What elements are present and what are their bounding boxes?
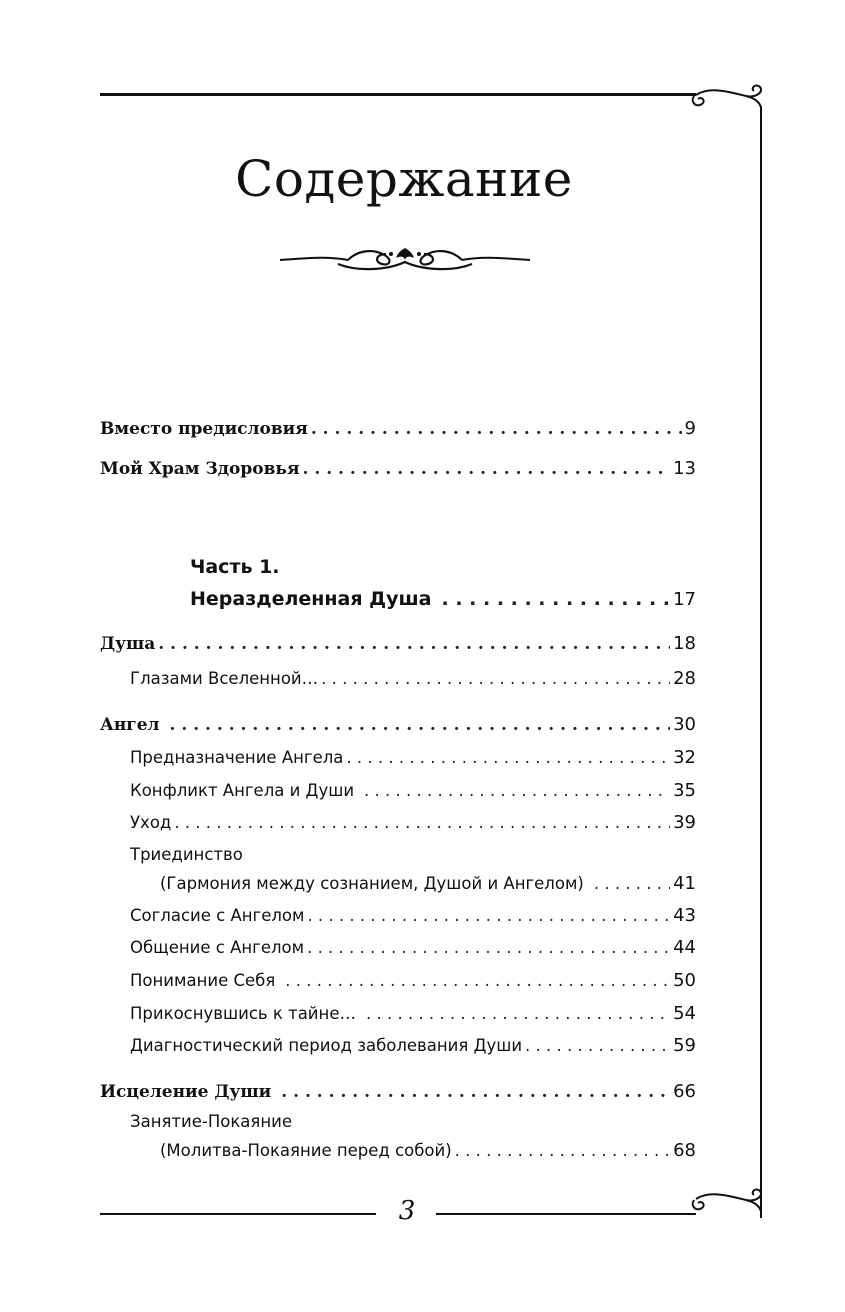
toc-leader-dots [594, 874, 670, 893]
toc-leader-dots [174, 813, 670, 832]
toc-entry-page: 44 [673, 937, 696, 958]
toc-entry-ponimanie[interactable] [130, 970, 696, 991]
toc-entry-prednaznachenie[interactable] [130, 747, 696, 768]
toc-entry-page: 54 [673, 1003, 696, 1024]
title-ornament-icon [278, 242, 532, 276]
toc-entry-soglasie[interactable] [130, 905, 696, 926]
corner-flourish-top-icon [690, 82, 770, 116]
toc-entry-page: 41 [673, 873, 696, 894]
toc-entry-obshchenie[interactable] [130, 937, 696, 958]
toc-entry-page: 59 [673, 1035, 696, 1056]
toc-leader-dots [441, 588, 670, 610]
toc-leader-dots [525, 1036, 670, 1055]
toc-leader-dots [303, 459, 671, 479]
toc-entry-page: 30 [673, 714, 696, 735]
toc-leader-dots [455, 1141, 670, 1160]
toc-entry-page: 35 [673, 780, 696, 801]
toc-subheading-triedinstvo: Триединство [130, 845, 243, 864]
toc-leader-dots [346, 748, 670, 767]
toc-entry-hram[interactable] [100, 458, 696, 479]
toc-leader-dots [364, 781, 670, 800]
toc-leader-dots [158, 634, 670, 654]
toc-subheading-zanyatie: Занятие-Покаяние [130, 1112, 293, 1131]
toc-entry-label: Исцеление Души [100, 1082, 272, 1102]
toc-entry-garmoniya[interactable] [160, 873, 696, 894]
toc-entry-label: Общение с Ангелом [130, 938, 305, 957]
frame-top-rule [100, 93, 696, 96]
toc-entry-page: 17 [673, 589, 696, 610]
toc-entry-angel[interactable] [100, 714, 696, 735]
toc-entry-page: 39 [673, 812, 696, 833]
toc-entry-label: Вместо предисловия [100, 419, 308, 439]
part-heading: Часть 1. [190, 556, 280, 578]
toc-entry-label: (Гармония между сознанием, Душой и Ангелом) [160, 874, 584, 893]
toc-entry-page: 68 [673, 1140, 696, 1161]
toc-entry-molitva[interactable] [160, 1140, 696, 1161]
toc-entry-dusha[interactable] [100, 633, 696, 654]
toc-entry-label: Глазами Вселенной… [130, 669, 319, 688]
toc-entry-part-1[interactable] [190, 588, 696, 610]
toc-entry-vmesto[interactable] [100, 418, 696, 439]
toc-entry-prikosnuvshis[interactable] [130, 1003, 696, 1024]
toc-leader-dots [311, 419, 682, 439]
frame-bottom-left-rule [100, 1213, 376, 1215]
corner-flourish-bottom-icon [690, 1186, 770, 1220]
toc-entry-iscelenie[interactable] [100, 1081, 696, 1102]
toc-leader-dots [281, 1082, 670, 1102]
toc-entry-uhod[interactable] [130, 812, 696, 833]
toc-entry-page: 32 [673, 747, 696, 768]
toc-entry-label: Предназначение Ангела [130, 748, 344, 767]
frame-bottom-right-rule [436, 1213, 696, 1215]
toc-leader-dots [285, 971, 670, 990]
toc-entry-label: (Молитва-Покаяние перед собой) [160, 1141, 452, 1160]
toc-leader-dots [321, 669, 670, 688]
page-title: Содержание [235, 150, 573, 208]
toc-entry-glazami[interactable] [130, 668, 696, 689]
toc-entry-label: Понимание Себя [130, 971, 276, 990]
toc-entry-label: Конфликт Ангела и Души [130, 781, 355, 800]
toc-entry-label: Прикоснувшись к тайне… [130, 1004, 356, 1023]
toc-entry-label: Уход [130, 813, 172, 832]
toc-entry-page: 66 [673, 1081, 696, 1102]
toc-entry-page: 50 [673, 970, 696, 991]
toc-entry-diagnosticheskiy[interactable] [130, 1035, 696, 1056]
toc-entry-konflikt[interactable] [130, 780, 696, 801]
toc-leader-dots [307, 938, 670, 957]
toc-leader-dots [307, 906, 670, 925]
page-number: 3 [398, 1196, 416, 1226]
toc-entry-page: 18 [673, 633, 696, 654]
toc-entry-label: Согласие с Ангелом [130, 906, 305, 925]
toc-entry-page: 9 [684, 418, 696, 439]
toc-leader-dots [170, 715, 671, 735]
toc-entry-label: Мой Храм Здоровья [100, 459, 300, 479]
toc-entry-label: Ангел [100, 715, 160, 735]
toc-entry-label: Душа [100, 634, 156, 654]
toc-entry-page: 13 [673, 458, 696, 479]
toc-leader-dots [366, 1004, 670, 1023]
toc-entry-label: Неразделенная Душа [190, 588, 432, 610]
toc-entry-page: 28 [673, 668, 696, 689]
toc-entry-page: 43 [673, 905, 696, 926]
toc-entry-label: Диагностический период заболевания Души [130, 1036, 523, 1055]
frame-right-rule [760, 106, 762, 1218]
